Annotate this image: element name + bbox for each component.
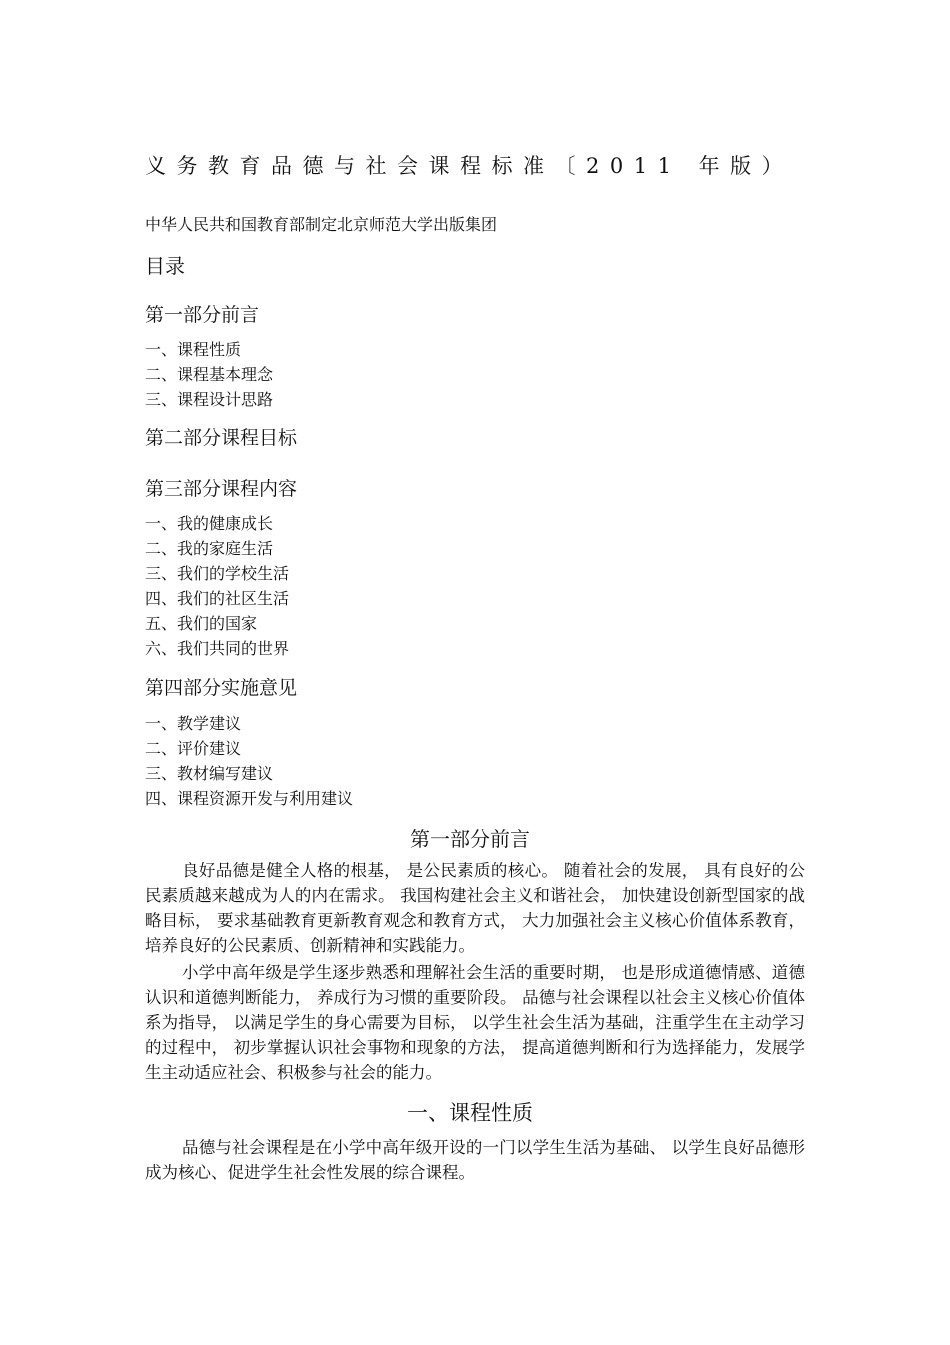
toc-part4-title: 第四部分实施意见 [145, 677, 298, 699]
toc-item: 一、我的健康成长 [145, 514, 274, 533]
body-paragraph: 小学中高年级是学生逐步熟悉和理解社会生活的重要时期， 也是形成道德情感、道德认识和道德判断能力， 养成行为习惯的重要阶段。 品德与社会课程以社会主义核心价值体系为指导， 以满足学生的身心需要为目标， 以学生社会生活为基础，注重学生在主动学习的过程中， 初步掌握认识社会事物和现象的方法， 提高道德判断和行为选择能力，发展学生主动适应社会、积极参与社会的能力。 [145, 963, 805, 1082]
toc-item: 五、我们的国家 [145, 614, 258, 633]
toc-part3-list [145, 511, 289, 661]
toc-item: 四、我们的社区生活 [145, 589, 290, 608]
body-paragraph: 良好品德是健全人格的根基， 是公民素质的核心。 随着社会的发展， 具有良好的公民素质越来越成为人的内在需求。 我国构建社会主义和谐社会， 加快建设创新型国家的战略目标， 要求基础教育更新教育观念和教育方式， 大力加强社会主义核心价值体系教育，培养良好的公民素质、创新精神和实践能力。 [145, 861, 805, 955]
document-title: 义务教育品德与社会课程标准〔2011 年版） [145, 154, 794, 178]
toc-part1-title: 第一部分前言 [145, 304, 260, 326]
toc-item: 六、我们共同的世界 [145, 639, 290, 658]
toc-item: 四、课程资源开发与利用建议 [145, 789, 354, 808]
toc-heading: 目录 [145, 254, 185, 278]
toc-item: 二、课程基本理念 [145, 365, 274, 384]
toc-item: 一、课程性质 [145, 340, 242, 359]
part1-heading: 第一部分前言 [410, 827, 530, 851]
toc-item: 二、我的家庭生活 [145, 539, 274, 558]
toc-item: 三、我们的学校生活 [145, 564, 290, 583]
toc-item: 三、课程设计思路 [145, 390, 274, 409]
body-paragraph: 品德与社会课程是在小学中高年级开设的一门以学生生活为基础、 以学生良好品德形成为核心、促进学生社会性发展的综合课程。 [145, 1138, 805, 1182]
toc-part3-title: 第三部分课程内容 [145, 478, 298, 500]
toc-item: 三、教材编写建议 [145, 764, 274, 783]
toc-part1-list [145, 337, 273, 412]
toc-part4-list [145, 711, 353, 811]
toc-item: 一、教学建议 [145, 714, 242, 733]
toc-part2-title: 第二部分课程目标 [145, 427, 298, 449]
toc-item: 二、评价建议 [145, 739, 242, 758]
publisher-line: 中华人民共和国教育部制定北京师范大学出版集团 [145, 215, 498, 234]
section1-heading: 一、课程性质 [407, 1101, 533, 1125]
